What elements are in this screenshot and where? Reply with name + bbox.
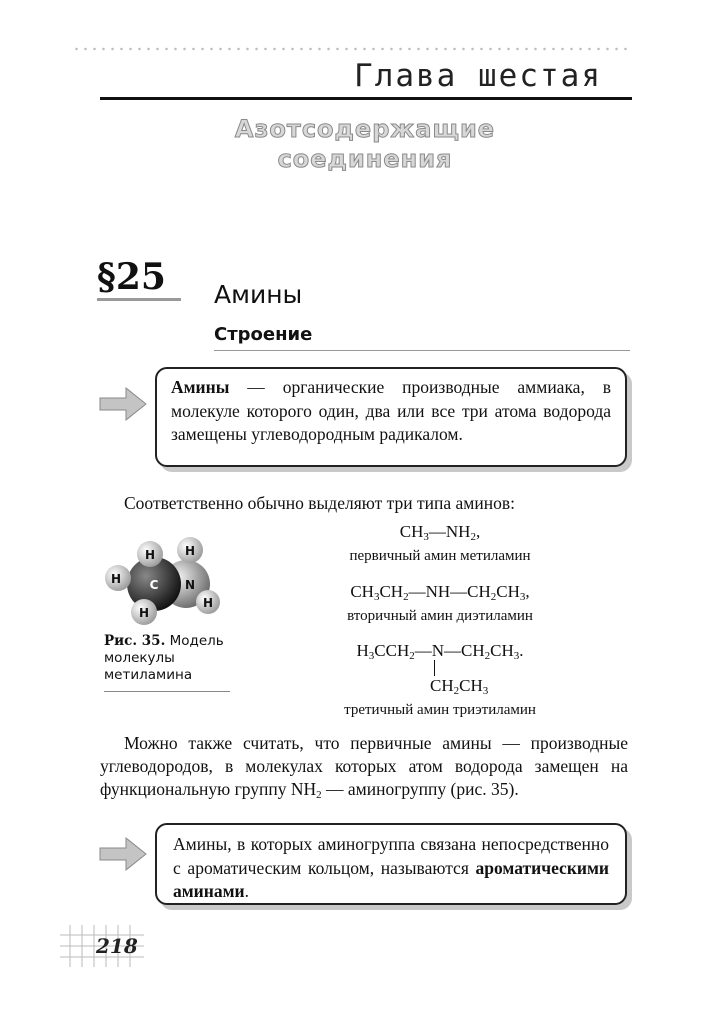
formula-part: H [356,641,369,660]
formula-tertiary-amine [300,641,580,662]
formula-part: —NH—CH [408,582,491,601]
formula-branch-bond [434,660,435,676]
formula-part: —NH [428,522,471,541]
formula-part: CH [379,582,404,601]
subsection-rule [214,350,630,351]
formula-subscript: 3 [519,591,526,603]
body-paragraph [100,732,628,807]
body-paragraph-text: Можно также считать, что первичные амины — производные углеводородов, в молекулах которых атом водорода замещен на функциональную группу NH [100,733,628,799]
formula-part: CCH [374,641,410,660]
section-title: Амины [214,280,303,309]
definition-box-aromatic-amines [155,823,627,905]
arrow-right-icon [98,384,148,424]
formula-part: CH [459,676,483,695]
formula-part: CH [399,522,424,541]
formula-tertiary-branch [430,676,488,697]
paragraph-number-underline [97,298,181,301]
formula-part: —N—CH [414,641,485,660]
caption-primary-amine: первичный амин метиламин [349,548,531,564]
formula-subscript: 2 [403,591,409,603]
formula-part: . [519,641,524,660]
formula-secondary-amine [300,582,580,603]
formula-part: , [475,522,481,541]
definition-text: — органические производные аммиака, в молекуле которого один, два или все три атома водорода замещены углеводородным радикалом. [171,377,611,444]
formula-subscript: 2 [484,650,491,662]
body-paragraph-end: — аминогруппу (рис. 35). [321,779,519,799]
formula-subscript: 3 [423,531,429,543]
subsection-title: Строение [214,324,313,345]
arrow-right-icon [98,834,148,874]
chapter-title: Глава шестая [354,58,602,94]
definition-box-amines [155,367,627,467]
formula-subscript: 3 [513,650,520,662]
figure-label: Рис. 35. [104,633,166,649]
formula-subscript: 3 [373,591,380,603]
formula-subscript: 2 [453,685,460,697]
body-paragraph-subscript: 2 [316,789,322,801]
atom-label: H [184,544,196,558]
formula-subscript: 3 [368,650,375,662]
formula-part: CH [430,676,454,695]
methylamine-molecule-model [98,532,230,632]
atom-label: H [110,572,122,586]
intro-text: Соответственно обычно выделяют три типа аминов: [124,493,515,513]
chapter-subtitle [180,114,550,174]
atom-label: N [184,578,196,592]
formula-part: CH [496,582,520,601]
figure-caption [104,633,230,684]
formula-subscript: 2 [409,650,415,662]
page-number: 218 [96,934,138,958]
figure-caption-text: Модель молекулы метиламина [104,633,224,683]
definition-end: . [244,881,249,901]
formula-part: CH [350,582,374,601]
header-dotted-line [72,46,632,52]
formula-part: , [525,582,530,601]
chapter-subtitle-line2: соединения [277,145,453,173]
formula-subscript: 2 [490,591,497,603]
figure-caption-rule [104,691,230,692]
caption-tertiary-amine: третичный амин триэтиламин [344,702,536,718]
atom-label: H [138,606,150,620]
atom-label: C [149,578,159,592]
formula-part: CH [490,641,514,660]
paragraph-number: §25 [97,256,166,298]
definition-text: Амины, в которых аминогруппа связана непосредственно с ароматическим кольцом, называются [173,834,609,878]
formula-primary-amine [300,522,580,543]
definition-term: ароматическими аминами [173,857,609,901]
chapter-subtitle-line1: Азотсодержащие [234,115,496,143]
formula-subscript: 2 [470,531,476,543]
chapter-rule [100,97,632,100]
atom-label: H [202,596,214,610]
definition-term: Амины [171,377,230,397]
atom-label: H [144,548,156,562]
formula-subscript: 3 [482,685,489,697]
caption-secondary-amine: вторичный амин диэтиламин [347,608,533,624]
